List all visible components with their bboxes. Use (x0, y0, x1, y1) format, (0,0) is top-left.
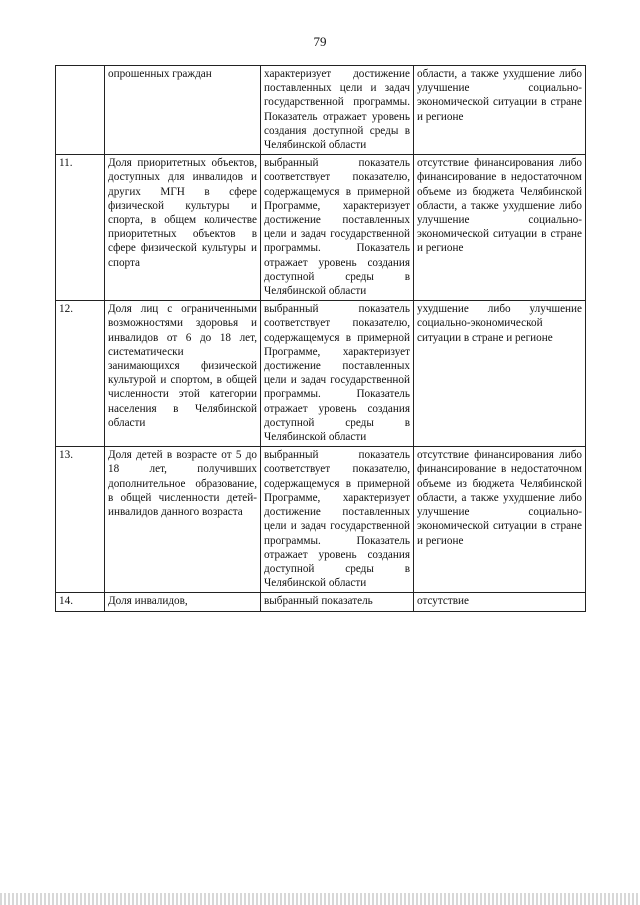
indicator-cell: Доля инвалидов, (105, 593, 261, 611)
risk-factors-cell: отсутствие (414, 593, 586, 611)
table-row (56, 301, 586, 447)
indicator-cell: Доля детей в возрасте от 5 до 18 лет, получивших дополнительное образование, в общей численности детей-инвалидов данного возраста (105, 447, 261, 593)
table-row (56, 66, 586, 155)
table-row (56, 155, 586, 301)
indicator-cell: Доля лиц с ограниченными возможностями здоровья и инвалидов от 6 до 18 лет, систематически занимающихся физической культурой и спортом, в общей численности этой категории населения в Челябинской области (105, 301, 261, 447)
rationale-cell: выбранный показатель соответствует показателю, содержащемуся в примерной Программе, характеризует достижение поставленных цели и задач государственной программы. Показатель отражает уровень создания доступной среды в Челябинской области (261, 301, 414, 447)
rationale-cell: выбранный показатель соответствует показателю, содержащемуся в примерной Программе, характеризует достижение поставленных цели и задач государственной программы. Показатель отражает уровень создания доступной среды в Челябинской области (261, 155, 414, 301)
risk-factors-cell: области, а также ухудшение либо улучшение социально-экономической ситуации в стране и регионе (414, 66, 586, 155)
table-row (56, 593, 586, 611)
page-number: 79 (313, 34, 327, 49)
table-row (56, 447, 586, 593)
row-number: 13. (56, 447, 105, 593)
row-number: 11. (56, 155, 105, 301)
scan-edge-artifact (0, 893, 640, 905)
indicators-table (55, 65, 586, 612)
risk-factors-cell: ухудшение либо улучшение социально-экономической ситуации в стране и регионе (414, 301, 586, 447)
rationale-cell: характеризует достижение поставленных цели и задач государственной программы. Показатель отражает уровень создания доступной среды в Челябинской области (261, 66, 414, 155)
rationale-cell: выбранный показатель соответствует показателю, содержащемуся в примерной Программе, характеризует достижение поставленных цели и задач государственной программы. Показатель отражает уровень создания доступной среды в Челябинской области (261, 447, 414, 593)
indicator-cell: Доля приоритетных объектов, доступных для инвалидов и других МГН в сфере физической культуры и спорта, в общем количестве приоритетных объектов в сфере физической культуры и спорта (105, 155, 261, 301)
risk-factors-cell: отсутствие финансирования либо финансирование в недостаточном объеме из бюджета Челябинской области, а также ухудшение либо улучшение социально-экономической ситуации в стране и регионе (414, 447, 586, 593)
rationale-cell: выбранный показатель (261, 593, 414, 611)
row-number: 12. (56, 301, 105, 447)
row-number (56, 66, 105, 155)
row-number: 14. (56, 593, 105, 611)
risk-factors-cell: отсутствие финансирования либо финансирование в недостаточном объеме из бюджета Челябинской области, а также ухудшение либо улучшение социально-экономической ситуации в стране и регионе (414, 155, 586, 301)
indicator-cell: опрошенных граждан (105, 66, 261, 155)
